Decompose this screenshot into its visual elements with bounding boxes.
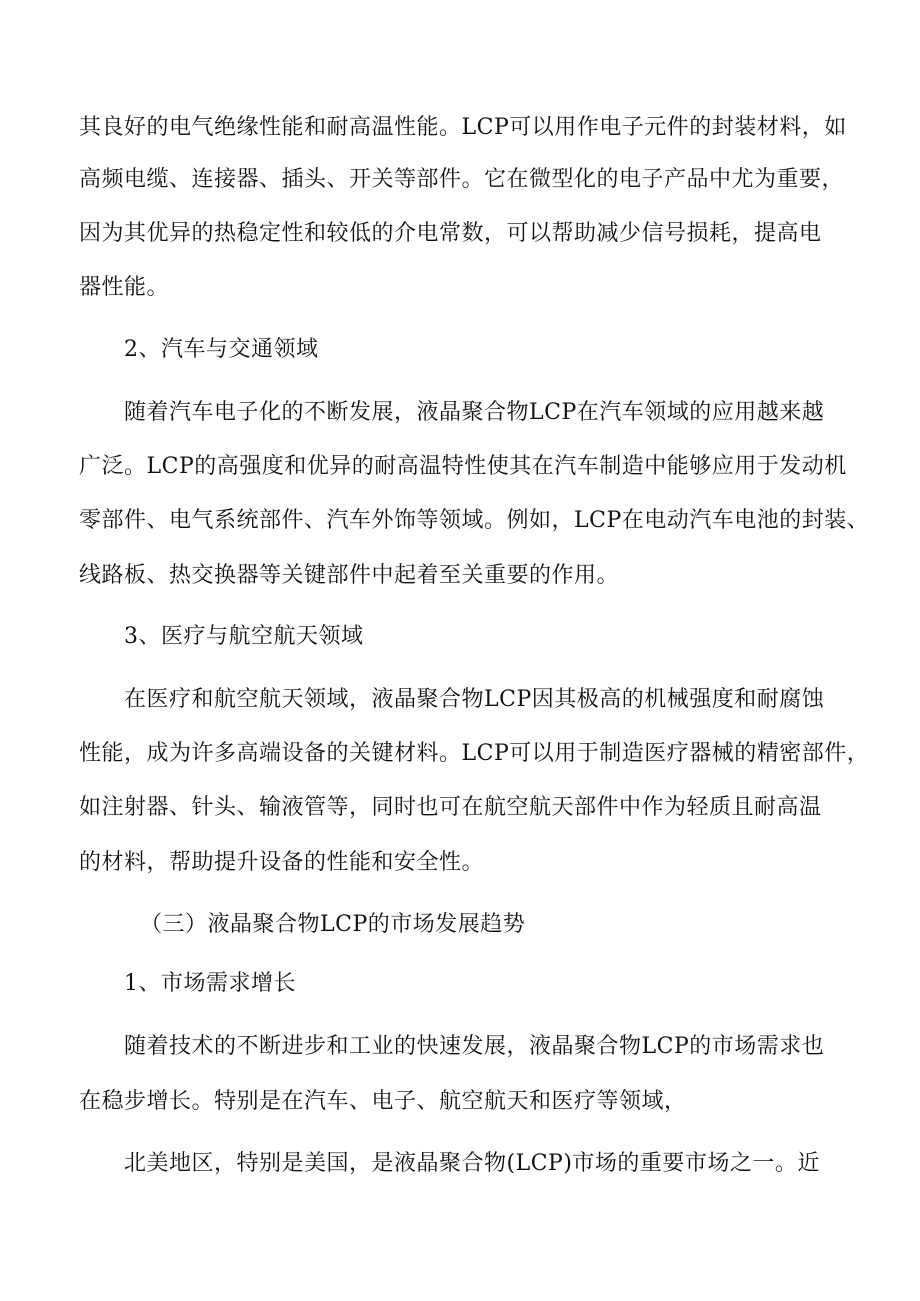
paragraph-1-line-2: 高频电缆、连接器、插头、开关等部件。它在微型化的电子产品中尤为重要， bbox=[79, 167, 845, 192]
paragraph-1-line-3: 因为其优异的热稳定性和较低的介电常数，可以帮助减少信号损耗，提高电 bbox=[79, 221, 822, 246]
paragraph-5-line-1: 北美地区，特别是美国，是液晶聚合物(LCP)市场的重要市场之一。近 bbox=[124, 1151, 820, 1176]
heading-medical-aerospace: 3、医疗与航空航天领域 bbox=[124, 624, 364, 649]
heading-market-demand: 1、市场需求增长 bbox=[124, 971, 296, 996]
section-heading-market-trends: （三）液晶聚合物LCP的市场发展趋势 bbox=[140, 912, 526, 937]
paragraph-4-line-1: 随着技术的不断进步和工业的快速发展，液晶聚合物LCP的市场需求也 bbox=[124, 1034, 825, 1059]
paragraph-2-line-4: 线路板、热交换器等关键部件中起着至关重要的作用。 bbox=[79, 563, 620, 588]
paragraph-1-line-1: 其良好的电气绝缘性能和耐高温性能。LCP可以用作电子元件的封装材料，如 bbox=[79, 115, 847, 140]
paragraph-2-line-2: 广泛。LCP的高强度和优异的耐高温特性使其在汽车制造中能够应用于发动机 bbox=[79, 454, 847, 479]
paragraph-1-line-4: 器性能。 bbox=[79, 275, 170, 300]
heading-automotive: 2、汽车与交通领域 bbox=[124, 337, 319, 362]
paragraph-3-line-2: 性能，成为许多高端设备的关键材料。LCP可以用于制造医疗器械的精密部件， bbox=[79, 741, 870, 766]
paragraph-4-line-2: 在稳步增长。特别是在汽车、电子、航空航天和医疗等领域， bbox=[79, 1089, 687, 1114]
paragraph-2-line-3: 零部件、电气系统部件、汽车外饰等领域。例如，LCP在电动汽车电池的封装、 bbox=[79, 508, 870, 533]
paragraph-2-line-1: 随着汽车电子化的不断发展，液晶聚合物LCP在汽车领域的应用越来越 bbox=[124, 400, 825, 425]
paragraph-3-line-1: 在医疗和航空航天领域，液晶聚合物LCP因其极高的机械强度和耐腐蚀 bbox=[124, 687, 825, 712]
paragraph-3-line-4: 的材料，帮助提升设备的性能和安全性。 bbox=[79, 850, 485, 875]
paragraph-3-line-3: 如注射器、针头、输液管等，同时也可在航空航天部件中作为轻质且耐高温 bbox=[79, 795, 822, 820]
